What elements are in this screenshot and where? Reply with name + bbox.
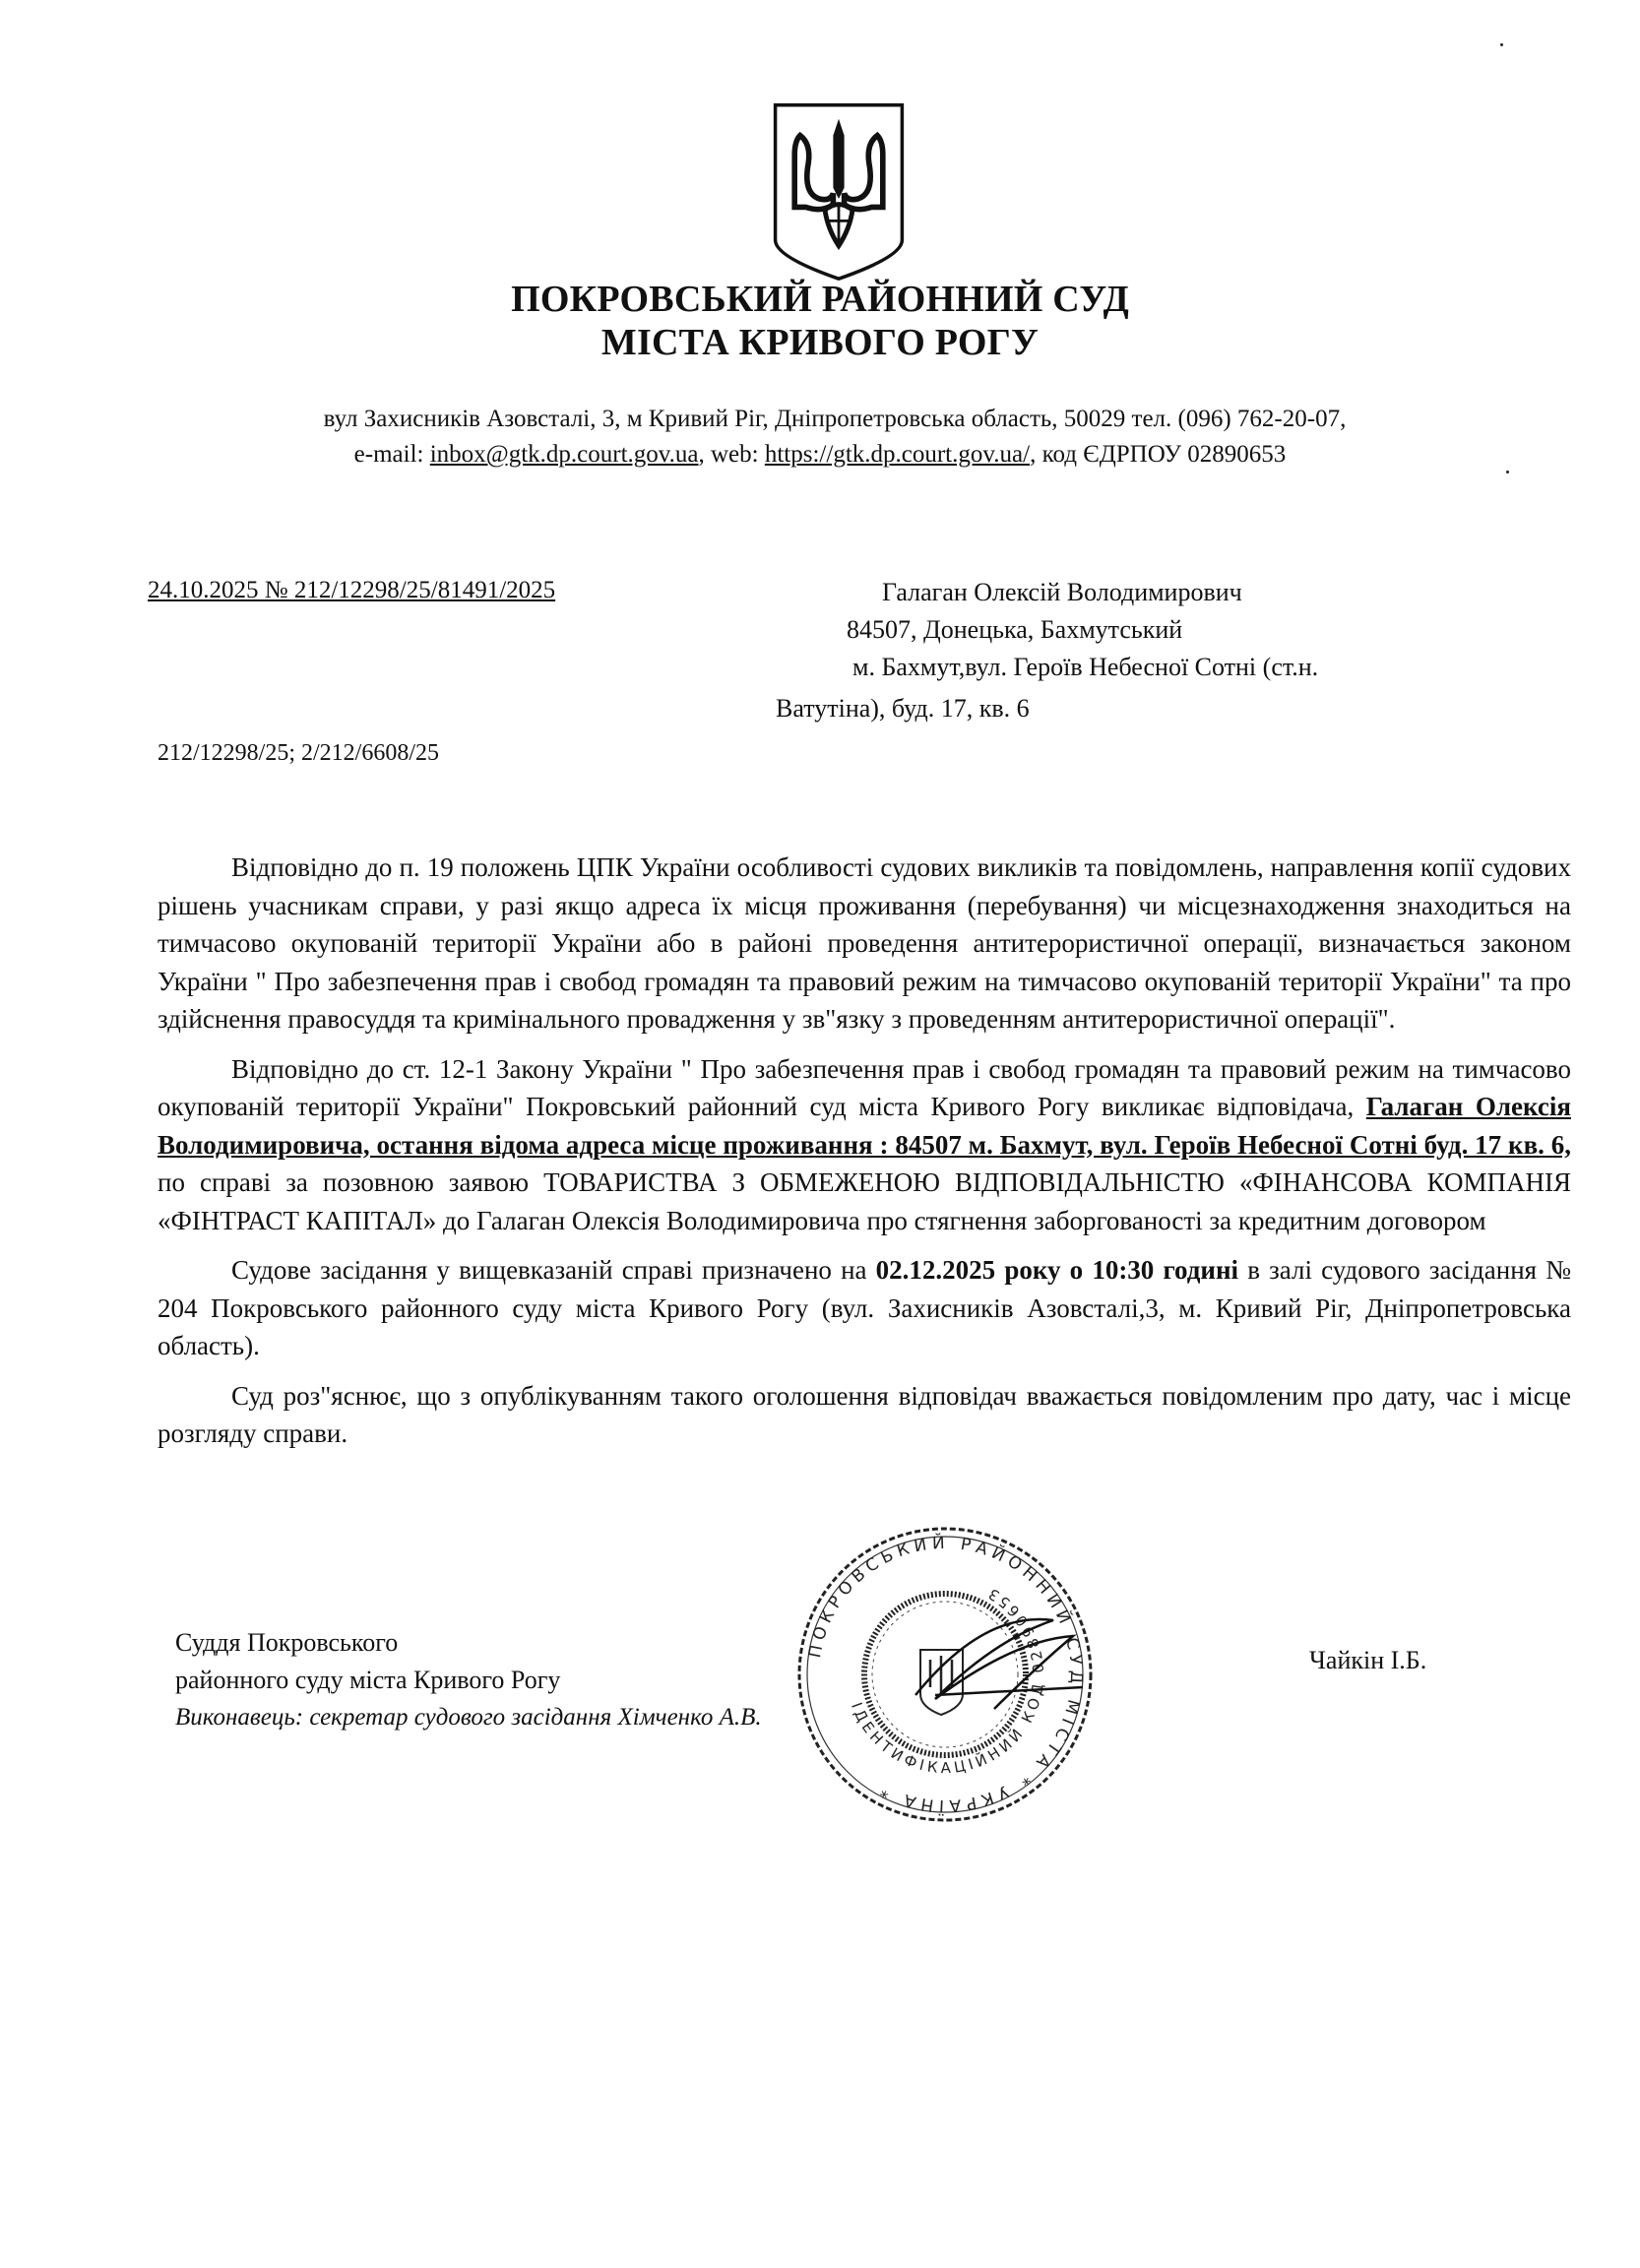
email-link[interactable]: inbox@gtk.dp.court.gov.ua [429,441,699,468]
court-online-contacts [0,437,1640,472]
court-name-line2: МІСТА КРИВОГО РОГУ [600,322,1040,363]
recipient-name: Галаган Олексій Володимирович [882,578,1242,606]
recipient-address-line3: Ватутіна), буд. 17, кв. 6 [776,694,1030,723]
recipient-address-line1: 84507, Донецька, Бахмутський [847,615,1183,644]
email-label: e-mail: [353,441,430,468]
court-address: вул Захисників Азовсталі, 3, м Кривий Ріг, Дніпропетровська область, 50029 тел. (096) 762-20-07, [323,406,1347,432]
summons-case-details: по справі за позовною заявою ТОВАРИСТВА З ОБМЕЖЕНОЮ ВІДПОВІДАЛЬНІСТЮ «ФІНАНСОВА КОМПАНІЯ «ФІНТРАСТ КАПІТАЛ» до Галаган Олексія Володимировича про стягнення заборгованості за кредитним договором [158,1167,1571,1235]
paragraph-hearing [158,1251,1571,1365]
hearing-intro: Судове засідання у вищевказаній справі призначено на [231,1255,876,1285]
paragraph-legal-basis: Відповідно до п. 19 положень ЦПК України особливості судових викликів та повідомлень, направлення копії судових рішень учасникам справи, у разі якщо адреса їх місця проживання (перебування) чи місцезнаходження знаходиться на тимчасово окупованій території України або в районі проведення антитерористичної операції, визначається законом України " Про забезпечення прав і свобод громадян та правовий режим на тимчасово окупованій території України" та про здійснення правосуддя та кримінального провадження у зв"язку з проведенням антитерористичної операції". [158,852,1571,1034]
edrpou-code: , код ЄДРПОУ 02890653 [1030,441,1287,468]
paragraph-notice: Суд роз"яснює, що з опублікуванням такого оголошення відповідач вважається повідомленим про дату, час і місце розгляду справи. [158,1380,1571,1448]
hearing-location: в залі судового засідання № 204 Покровського районного суду міста Кривого Рогу (вул. Захисників Азовсталі,3, м. Кривий Ріг, Дніпропетровська область). [158,1255,1571,1360]
hearing-datetime: 02.12.2025 року о 10:30 годині [875,1255,1239,1285]
scan-speck [1500,43,1503,46]
paragraph-summons [158,1050,1571,1240]
judge-title-line1: Суддя Покровського [175,1628,399,1657]
scan-speck [1506,471,1509,473]
svg-text:ІДЕНТИФІКАЦІЙНИЙ КОД 02890653: ІДЕНТИФІКАЦІЙНИЙ КОД 02890653 [848,1582,1048,1778]
case-references: 212/12298/25; 2/212/6608/25 [158,740,440,766]
document-body [158,849,1571,1453]
judge-name: Чайкін І.Б. [1309,1646,1427,1674]
executor-line: Виконавець: секретар судового засідання Хімченко А.В. [175,1704,762,1731]
web-link[interactable]: https://gtk.dp.court.gov.ua/ [764,441,1031,468]
summons-intro: Відповідно до ст. 12-1 Закону України " Про забезпечення прав і свобод громадян та правовий режим на тимчасово окупованій території України" Покровський районний суд міста Кривого Рогу викликає відповідача, [158,1053,1571,1121]
court-title [0,278,1640,364]
svg-text:ПОКРОВСЬКИЙ РАЙОННИЙ СУД МІСТА: ПОКРОВСЬКИЙ РАЙОННИЙ СУД МІСТА * УКРАЇНА * [804,1533,1087,1816]
court-seal-stamp-icon [788,1522,1103,1827]
judge-title-line2: районного суду міста Кривого Рогу [175,1666,561,1694]
court-name-line1: ПОКРОВСЬКИЙ РАЙОННИЙ СУД [511,279,1129,320]
defendant-address-highlight: Галаган Олексія Володимировича, остання відома адреса місце проживання : 84507 м. Бахмут, вул. Героїв Небесної Сотні буд. 17 кв. 6, [158,1092,1571,1160]
court-contacts [0,402,1640,472]
recipient-address-line2: м. Бахмут,вул. Героїв Небесної Сотні (ст.н. [852,653,1319,681]
coat-of-arms-icon [770,102,908,282]
signature-block [175,1624,762,1736]
outgoing-date-number: 24.10.2025 № 212/12298/25/81491/2025 [148,577,556,603]
web-label: , web: [698,441,765,468]
